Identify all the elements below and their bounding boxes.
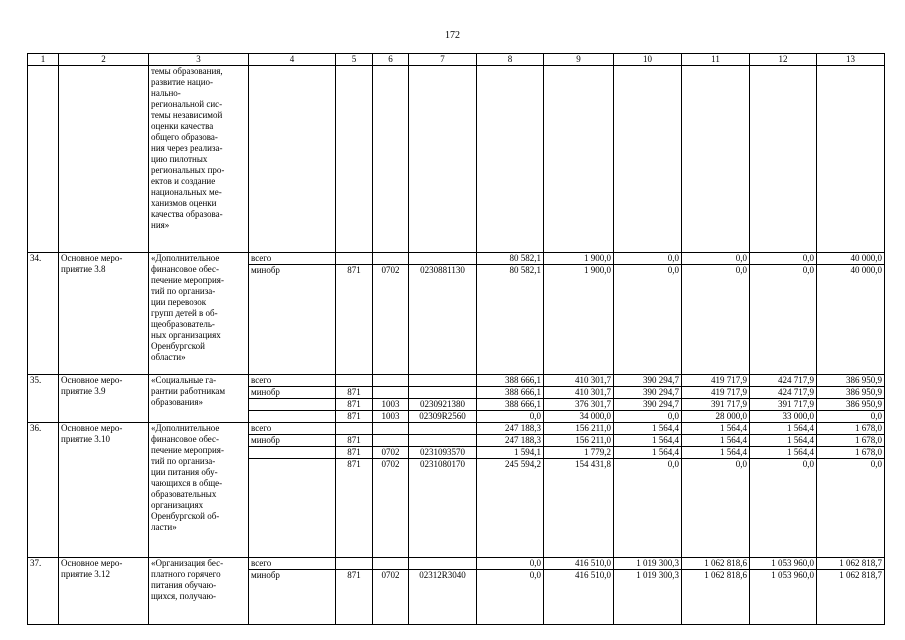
table-row xyxy=(28,423,885,435)
cell-col-11 xyxy=(682,66,750,253)
cell-col-11: 0,0 xyxy=(682,265,750,375)
cell-col-5 xyxy=(336,375,373,387)
cell-col-8 xyxy=(477,66,544,253)
event-description-cell: «Дополнительное финансовое обес- печение мероприя- тий по организа- ции перевозок групп детей в об- щеобразователь- ных организациях Оренбургской области» xyxy=(149,253,249,375)
cell-col-6 xyxy=(373,375,409,387)
cell-col-4: всего xyxy=(249,558,336,570)
table-row xyxy=(28,66,885,253)
cell-col-13: 1 062 818,7 xyxy=(817,558,885,570)
cell-col-9: 156 211,0 xyxy=(544,423,614,435)
cell-col-12: 1 564,4 xyxy=(750,423,817,435)
cell-col-7 xyxy=(409,375,477,387)
cell-col-7: 0230881130 xyxy=(409,265,477,375)
cell-col-10: 390 294,7 xyxy=(614,375,682,387)
cell-col-9: 410 301,7 xyxy=(544,375,614,387)
cell-col-5: 871 xyxy=(336,447,373,459)
cell-col-13 xyxy=(817,66,885,253)
cell-col-12 xyxy=(750,66,817,253)
cell-col-8: 1 594,1 xyxy=(477,447,544,459)
header-cell-8: 8 xyxy=(477,54,544,66)
cell-col-10: 1 564,4 xyxy=(614,435,682,447)
event-name-cell: Основное меро- приятие 3.9 xyxy=(59,375,149,423)
header-cell-10: 10 xyxy=(614,54,682,66)
cell-col-7 xyxy=(409,253,477,265)
cell-col-5 xyxy=(336,253,373,265)
event-description-cell: «Организация бес- платного горячего питания обучаю- щихся, получаю- xyxy=(149,558,249,625)
cell-col-6 xyxy=(373,387,409,399)
cell-col-6: 0702 xyxy=(373,265,409,375)
event-description-cell: темы образования, развитие нацио- нально- региональной сис- темы независимой оценки качества общего образова- ния через реализа- цию пилотных региональных про- ектов и создание национальных ме- ханизмов оценки качества образова- ния» xyxy=(149,66,249,253)
cell-col-11: 1 564,4 xyxy=(682,435,750,447)
cell-col-11: 1 062 818,6 xyxy=(682,558,750,570)
cell-col-6 xyxy=(373,558,409,570)
cell-col-6: 0702 xyxy=(373,570,409,625)
header-cell-4: 4 xyxy=(249,54,336,66)
cell-col-6: 0702 xyxy=(373,447,409,459)
cell-col-8: 0,0 xyxy=(477,558,544,570)
cell-col-12: 0,0 xyxy=(750,265,817,375)
header-cell-9: 9 xyxy=(544,54,614,66)
cell-col-5: 871 xyxy=(336,435,373,447)
cell-col-7 xyxy=(409,558,477,570)
cell-col-13: 1 678,0 xyxy=(817,423,885,435)
cell-col-5: 871 xyxy=(336,265,373,375)
cell-col-8: 80 582,1 xyxy=(477,253,544,265)
cell-col-13: 40 000,0 xyxy=(817,253,885,265)
cell-col-6 xyxy=(373,253,409,265)
header-cell-12: 12 xyxy=(750,54,817,66)
cell-col-6: 1003 xyxy=(373,399,409,411)
event-name-cell: Основное меро- приятие 3.10 xyxy=(59,423,149,558)
row-number-cell: 37. xyxy=(28,558,59,625)
cell-col-5: 871 xyxy=(336,387,373,399)
event-description-cell: «Дополнительное финансовое обес- печение мероприя- тий по организа- ции питания обу- чающихся в обще- образовательных организациях Оренбургской об- ласти» xyxy=(149,423,249,558)
cell-col-8: 80 582,1 xyxy=(477,265,544,375)
cell-col-7 xyxy=(409,66,477,253)
row-number-cell: 35. xyxy=(28,375,59,423)
cell-col-12: 1 053 960,0 xyxy=(750,570,817,625)
cell-col-8: 247 188,3 xyxy=(477,435,544,447)
event-name-cell: Основное меро- приятие 3.8 xyxy=(59,253,149,375)
cell-col-11: 1 564,4 xyxy=(682,423,750,435)
cell-col-11: 0,0 xyxy=(682,459,750,558)
cell-col-4 xyxy=(249,66,336,253)
cell-col-4 xyxy=(249,399,336,411)
cell-col-9: 1 779,2 xyxy=(544,447,614,459)
cell-col-10 xyxy=(614,66,682,253)
cell-col-8: 388 666,1 xyxy=(477,375,544,387)
cell-col-11: 1 062 818,6 xyxy=(682,570,750,625)
cell-col-12: 1 053 960,0 xyxy=(750,558,817,570)
cell-col-4: минобр xyxy=(249,570,336,625)
cell-col-9: 410 301,7 xyxy=(544,387,614,399)
event-name-cell: Основное меро- приятие 3.12 xyxy=(59,558,149,625)
cell-col-13: 386 950,9 xyxy=(817,375,885,387)
cell-col-7 xyxy=(409,387,477,399)
page-number: 172 xyxy=(445,30,460,41)
cell-col-10: 390 294,7 xyxy=(614,387,682,399)
cell-col-4 xyxy=(249,447,336,459)
cell-col-4: всего xyxy=(249,253,336,265)
cell-col-12: 1 564,4 xyxy=(750,435,817,447)
cell-col-9: 156 211,0 xyxy=(544,435,614,447)
cell-col-8: 0,0 xyxy=(477,411,544,423)
cell-col-7 xyxy=(409,435,477,447)
cell-col-6 xyxy=(373,435,409,447)
cell-col-12: 0,0 xyxy=(750,253,817,265)
cell-col-4: минобр xyxy=(249,265,336,375)
cell-col-7: 02309R2560 xyxy=(409,411,477,423)
cell-col-10: 390 294,7 xyxy=(614,399,682,411)
header-cell-5: 5 xyxy=(336,54,373,66)
cell-col-11: 419 717,9 xyxy=(682,375,750,387)
cell-col-9: 376 301,7 xyxy=(544,399,614,411)
cell-col-12: 0,0 xyxy=(750,459,817,558)
header-row xyxy=(28,54,885,66)
cell-col-11: 0,0 xyxy=(682,253,750,265)
header-cell-3: 3 xyxy=(149,54,249,66)
cell-col-10: 0,0 xyxy=(614,253,682,265)
cell-col-11: 419 717,9 xyxy=(682,387,750,399)
header-cell-7: 7 xyxy=(409,54,477,66)
cell-col-5 xyxy=(336,558,373,570)
cell-col-10: 1 019 300,3 xyxy=(614,570,682,625)
cell-col-9: 416 510,0 xyxy=(544,570,614,625)
cell-col-13: 386 950,9 xyxy=(817,387,885,399)
cell-col-7: 0231093570 xyxy=(409,447,477,459)
row-number-cell: 34. xyxy=(28,253,59,375)
cell-col-12: 33 000,0 xyxy=(750,411,817,423)
cell-col-9: 1 900,0 xyxy=(544,253,614,265)
cell-col-11: 28 000,0 xyxy=(682,411,750,423)
cell-col-9: 1 900,0 xyxy=(544,265,614,375)
budget-table xyxy=(27,53,885,625)
cell-col-5: 871 xyxy=(336,411,373,423)
cell-col-13: 386 950,9 xyxy=(817,399,885,411)
table-row xyxy=(28,375,885,387)
cell-col-10: 1 019 300,3 xyxy=(614,558,682,570)
cell-col-5 xyxy=(336,423,373,435)
cell-col-10: 1 564,4 xyxy=(614,447,682,459)
header-cell-1: 1 xyxy=(28,54,59,66)
cell-col-13: 1 678,0 xyxy=(817,447,885,459)
cell-col-12: 1 564,4 xyxy=(750,447,817,459)
event-description-cell: «Социальные га- рантии работникам образования» xyxy=(149,375,249,423)
cell-col-8: 0,0 xyxy=(477,570,544,625)
table-row xyxy=(28,253,885,265)
table-row xyxy=(28,558,885,570)
cell-col-13: 0,0 xyxy=(817,459,885,558)
cell-col-5: 871 xyxy=(336,399,373,411)
cell-col-10: 0,0 xyxy=(614,265,682,375)
cell-col-13: 0,0 xyxy=(817,411,885,423)
cell-col-13: 40 000,0 xyxy=(817,265,885,375)
cell-col-4: минобр xyxy=(249,435,336,447)
cell-col-8: 388 666,1 xyxy=(477,399,544,411)
cell-col-8: 388 666,1 xyxy=(477,387,544,399)
cell-col-12: 424 717,9 xyxy=(750,387,817,399)
cell-col-6 xyxy=(373,423,409,435)
cell-col-5: 871 xyxy=(336,459,373,558)
cell-col-7: 02312R3040 xyxy=(409,570,477,625)
table-body xyxy=(28,54,885,625)
cell-col-12: 391 717,9 xyxy=(750,399,817,411)
cell-col-10: 1 564,4 xyxy=(614,423,682,435)
cell-col-11: 1 564,4 xyxy=(682,447,750,459)
row-number-cell xyxy=(28,66,59,253)
cell-col-6 xyxy=(373,66,409,253)
cell-col-4: всего xyxy=(249,423,336,435)
cell-col-13: 1 062 818,7 xyxy=(817,570,885,625)
cell-col-10: 0,0 xyxy=(614,411,682,423)
cell-col-8: 247 188,3 xyxy=(477,423,544,435)
header-cell-6: 6 xyxy=(373,54,409,66)
cell-col-4: всего xyxy=(249,375,336,387)
header-cell-2: 2 xyxy=(59,54,149,66)
cell-col-7 xyxy=(409,423,477,435)
cell-col-11: 391 717,9 xyxy=(682,399,750,411)
event-name-cell xyxy=(59,66,149,253)
cell-col-7: 0231080170 xyxy=(409,459,477,558)
cell-col-6: 1003 xyxy=(373,411,409,423)
cell-col-4: минобр xyxy=(249,387,336,399)
cell-col-5: 871 xyxy=(336,570,373,625)
cell-col-8: 245 594,2 xyxy=(477,459,544,558)
cell-col-9 xyxy=(544,66,614,253)
cell-col-5 xyxy=(336,66,373,253)
cell-col-7: 0230921380 xyxy=(409,399,477,411)
header-cell-11: 11 xyxy=(682,54,750,66)
header-cell-13: 13 xyxy=(817,54,885,66)
cell-col-4 xyxy=(249,459,336,558)
cell-col-10: 0,0 xyxy=(614,459,682,558)
cell-col-13: 1 678,0 xyxy=(817,435,885,447)
cell-col-6: 0702 xyxy=(373,459,409,558)
cell-col-9: 154 431,8 xyxy=(544,459,614,558)
cell-col-9: 34 000,0 xyxy=(544,411,614,423)
cell-col-9: 416 510,0 xyxy=(544,558,614,570)
cell-col-12: 424 717,9 xyxy=(750,375,817,387)
row-number-cell: 36. xyxy=(28,423,59,558)
cell-col-4 xyxy=(249,411,336,423)
